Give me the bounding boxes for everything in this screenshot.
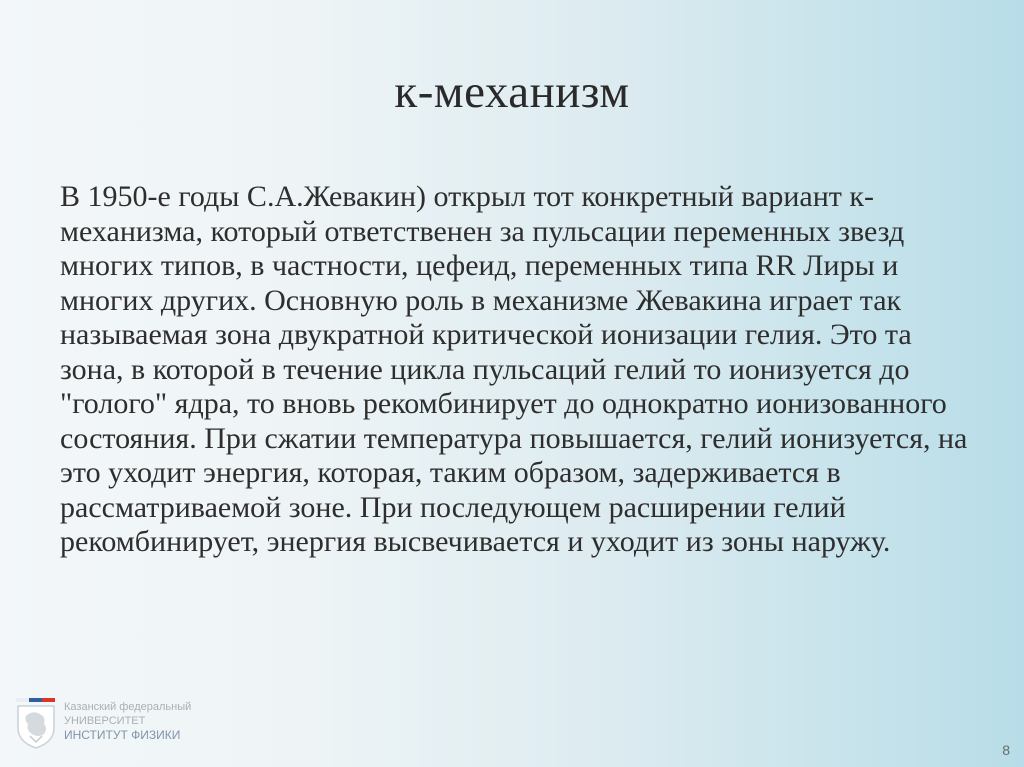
- slide-title: к-механизм: [394, 66, 630, 118]
- logo-university-line1: Казанский федеральный: [64, 701, 192, 713]
- logo-institute-name: ИНСТИТУТ ФИЗИКИ: [64, 728, 181, 742]
- kfu-emblem-icon: [14, 698, 58, 750]
- slide-body-text: В 1950-е годы С.А.Жевакин) открыл тот конкретный вариант к-механизма, который ответственен за пульсации переменных звезд многих типов, в частности, цефеид, переменных типа RR Лиры и многих других. Основную роль в механизме Жевакина играет так называемая зона двукратной критической ионизации гелия. Это та зона, в которой в течение цикла пульсаций гелий то ионизуется до "голого" ядра, то вновь рекомбинирует до однократно ионизованного состояния. При сжатии температура повышается, гелий ионизуется, на это уходит энергия, которая, таким образом, задерживается в рассматриваемой зоне. При последующем расширении гелий рекомбинирует, энергия высвечивается и уходит из зоны наружу.: [60, 180, 968, 558]
- logo-university-line2: УНИВЕРСИТЕТ: [64, 715, 146, 727]
- page-number: 8: [1002, 742, 1010, 758]
- university-logo: [14, 698, 214, 754]
